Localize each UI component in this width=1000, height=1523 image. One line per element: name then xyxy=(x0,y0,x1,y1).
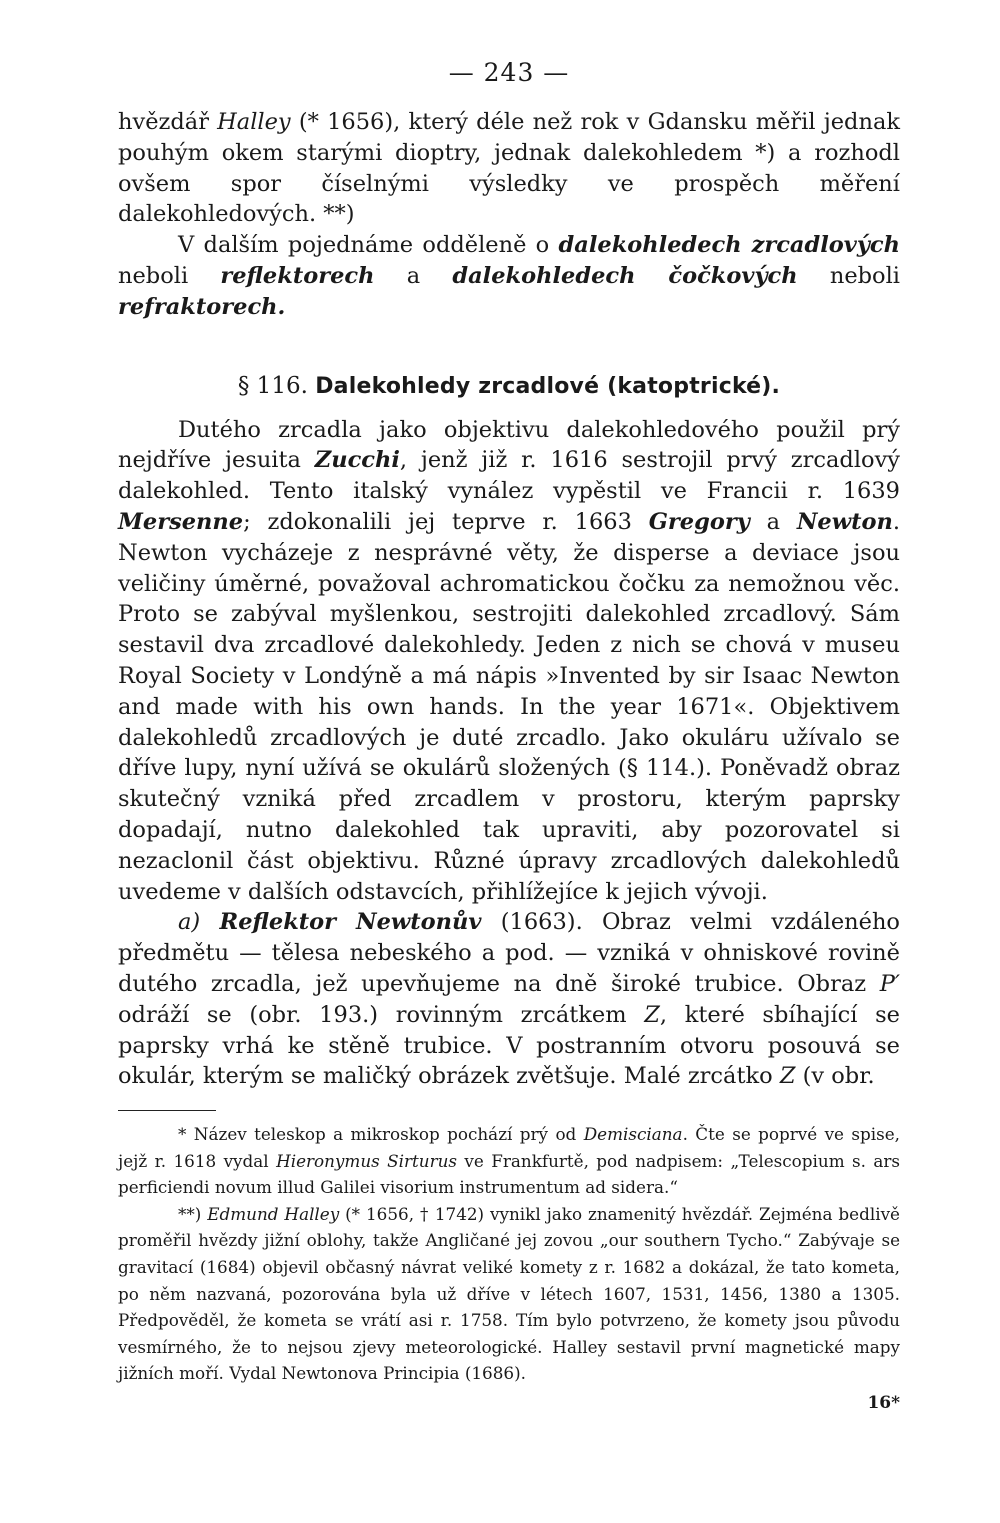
text-run: (* 1656), který déle než rok v Gdansku měřil jednak pouhým okem starými dioptry, jednak dalekohledem *) a rozhodl ovšem spor číselnými výsledky ve prospěch měření dalekohledových. **) xyxy=(118,109,900,228)
text-run: , jenž již r. 1616 sestrojil prvý zrcadlový dalekohled. Tento italský vynález vypěstil ve Francii r. 1639 xyxy=(118,447,900,505)
person-name-zucchi: Zucchi xyxy=(314,447,400,474)
person-name-edmund-halley: Edmund Halley xyxy=(207,1203,340,1224)
item-label: a) xyxy=(178,909,220,936)
section-title: Dalekohledy zrcadlové (katoptrické). xyxy=(315,373,781,399)
person-name-demisciana: Demisciana xyxy=(583,1124,683,1145)
page-number: — 243 — xyxy=(448,58,570,87)
text-run: * Název teleskop a mikroskop pochází prý od xyxy=(178,1124,584,1145)
text-run: a xyxy=(374,262,453,289)
text-run: a xyxy=(749,508,797,535)
paragraph-history xyxy=(118,415,900,908)
text-run: . Čte se poprvé ve spise, jejž r. 1618 vydal xyxy=(118,1124,900,1171)
section-number: § 116. xyxy=(237,372,316,399)
person-name-gregory: Gregory xyxy=(648,508,750,535)
text-run: , které sbíhající se paprsky vrhá ke stěně trubice. V postranním otvoru posouvá se okulár, kterým se maličký obrázek zvětšuje. Malé zrcátko xyxy=(118,1001,900,1090)
symbol-p-prime: P′ xyxy=(879,970,900,997)
text-run: Dutého zrcadla jako objektivu dalekohledového použil prý nejdříve jesuita xyxy=(118,416,900,474)
symbol-z: Z xyxy=(779,1063,796,1090)
text-run: neboli xyxy=(118,262,221,289)
footnote-2 xyxy=(118,1201,900,1387)
paragraph-reflektor-newtonuv xyxy=(118,907,900,1092)
paragraph-halley-continuation xyxy=(118,107,900,230)
signature-mark: 16* xyxy=(867,1393,900,1414)
text-run: ve Frankfurtě, pod nadpisem: „Telescopium s. ars perficiendi novum illud Galilei visorium instrumentum ad sidera.“ xyxy=(118,1150,900,1198)
text-run: **) xyxy=(178,1203,208,1224)
text-run: (1663). Obraz velmi vzdáleného předmětu — tělesa nebeského a pod. — vzniká v ohniskové rovině dutého zrcadla, jež upevňujeme na dně široké trubice. Obraz xyxy=(118,909,900,997)
term-zrcadlove: dalekohledech zrcadlových xyxy=(558,232,900,259)
text-run: neboli xyxy=(797,262,900,289)
section-heading xyxy=(118,373,900,399)
subsection-title: Reflektor Newtonův xyxy=(219,909,482,936)
text-run: hvězdář xyxy=(118,109,218,135)
person-name-mersenne: Mersenne xyxy=(118,508,244,535)
text-run: odráží se (obr. 193.) rovinným zrcátkem xyxy=(118,1001,645,1028)
person-name-newton: Newton xyxy=(796,508,893,535)
text-run: V dalším pojednáme odděleně o xyxy=(178,232,559,259)
person-name-sirturus: Hieronymus Sirturus xyxy=(276,1150,458,1171)
symbol-z: Z xyxy=(644,1001,660,1028)
footnote-1 xyxy=(118,1121,900,1201)
text-run: (* 1656, † 1742) vynikl jako znamenitý hvězdář. Zejména bedlivě proměřil hvězdy jižní oblohy, takže Angličané jej zovou „our southern Tycho.“ Zabývaje se gravitací (1684) objevil občasný návrat veliké komety z r. 1682 a dokázal, že tato kometa, po něm nazvaná, pozorována byla už dříve v létech 1607, 1531, 1456, 1380 a 1305. Předpověděl, že kometa se vrátí asi r. 1758. Tím bylo potvrzeno, že komety jsou původu vesmírného, že to nejsou zjevy meteorologické. Halley sestavil první magnetické mapy jižních moří. Vydal Newtonova Principia (1686). xyxy=(118,1203,900,1384)
term-refraktory: refraktorech. xyxy=(118,293,286,320)
person-name-halley: Halley xyxy=(217,109,291,135)
footnote-divider xyxy=(118,1110,216,1111)
page xyxy=(118,58,900,1413)
text-run: . Newton vycházeje z nesprávné věty, že disperse a deviace jsou veličiny úměrné, považoval achromatickou čočku za nemožnou věc. Proto se zabýval myšlenkou, sestrojiti dalekohled zrcadlový. Sám sestavil dva zrcadlové dalekohledy. Jeden z nich se chová v museu Royal Society v Londýně a má nápis »Invented by sir Isaac Newton and made with his own hands. In the year 1671«. Objektivem dalekohledů zrcadlových je duté zrcadlo. Jako okuláru užívalo se dříve lupy, nyní užívá se okulárů složených (§ 114.). Poněvadž obraz skutečný vzniká před zrcadlem v prostoru, kterým paprsky dopadají, nutno dalekohled tak upraviti, aby pozorovatel si nezaclonil část objektivu. Různé úpravy zrcadlových dalekohledů uvedeme v dalších odstavcích, přihlížejíce k jejich vývoji. xyxy=(118,508,900,905)
text-run: (v obr. xyxy=(795,1063,875,1090)
term-cockove: dalekohledech čočkových xyxy=(452,262,798,289)
text-run: ; zdokonalili jej teprve r. 1663 xyxy=(243,508,649,535)
term-reflektory: reflektorech xyxy=(220,262,375,289)
paragraph-overview xyxy=(118,230,900,322)
